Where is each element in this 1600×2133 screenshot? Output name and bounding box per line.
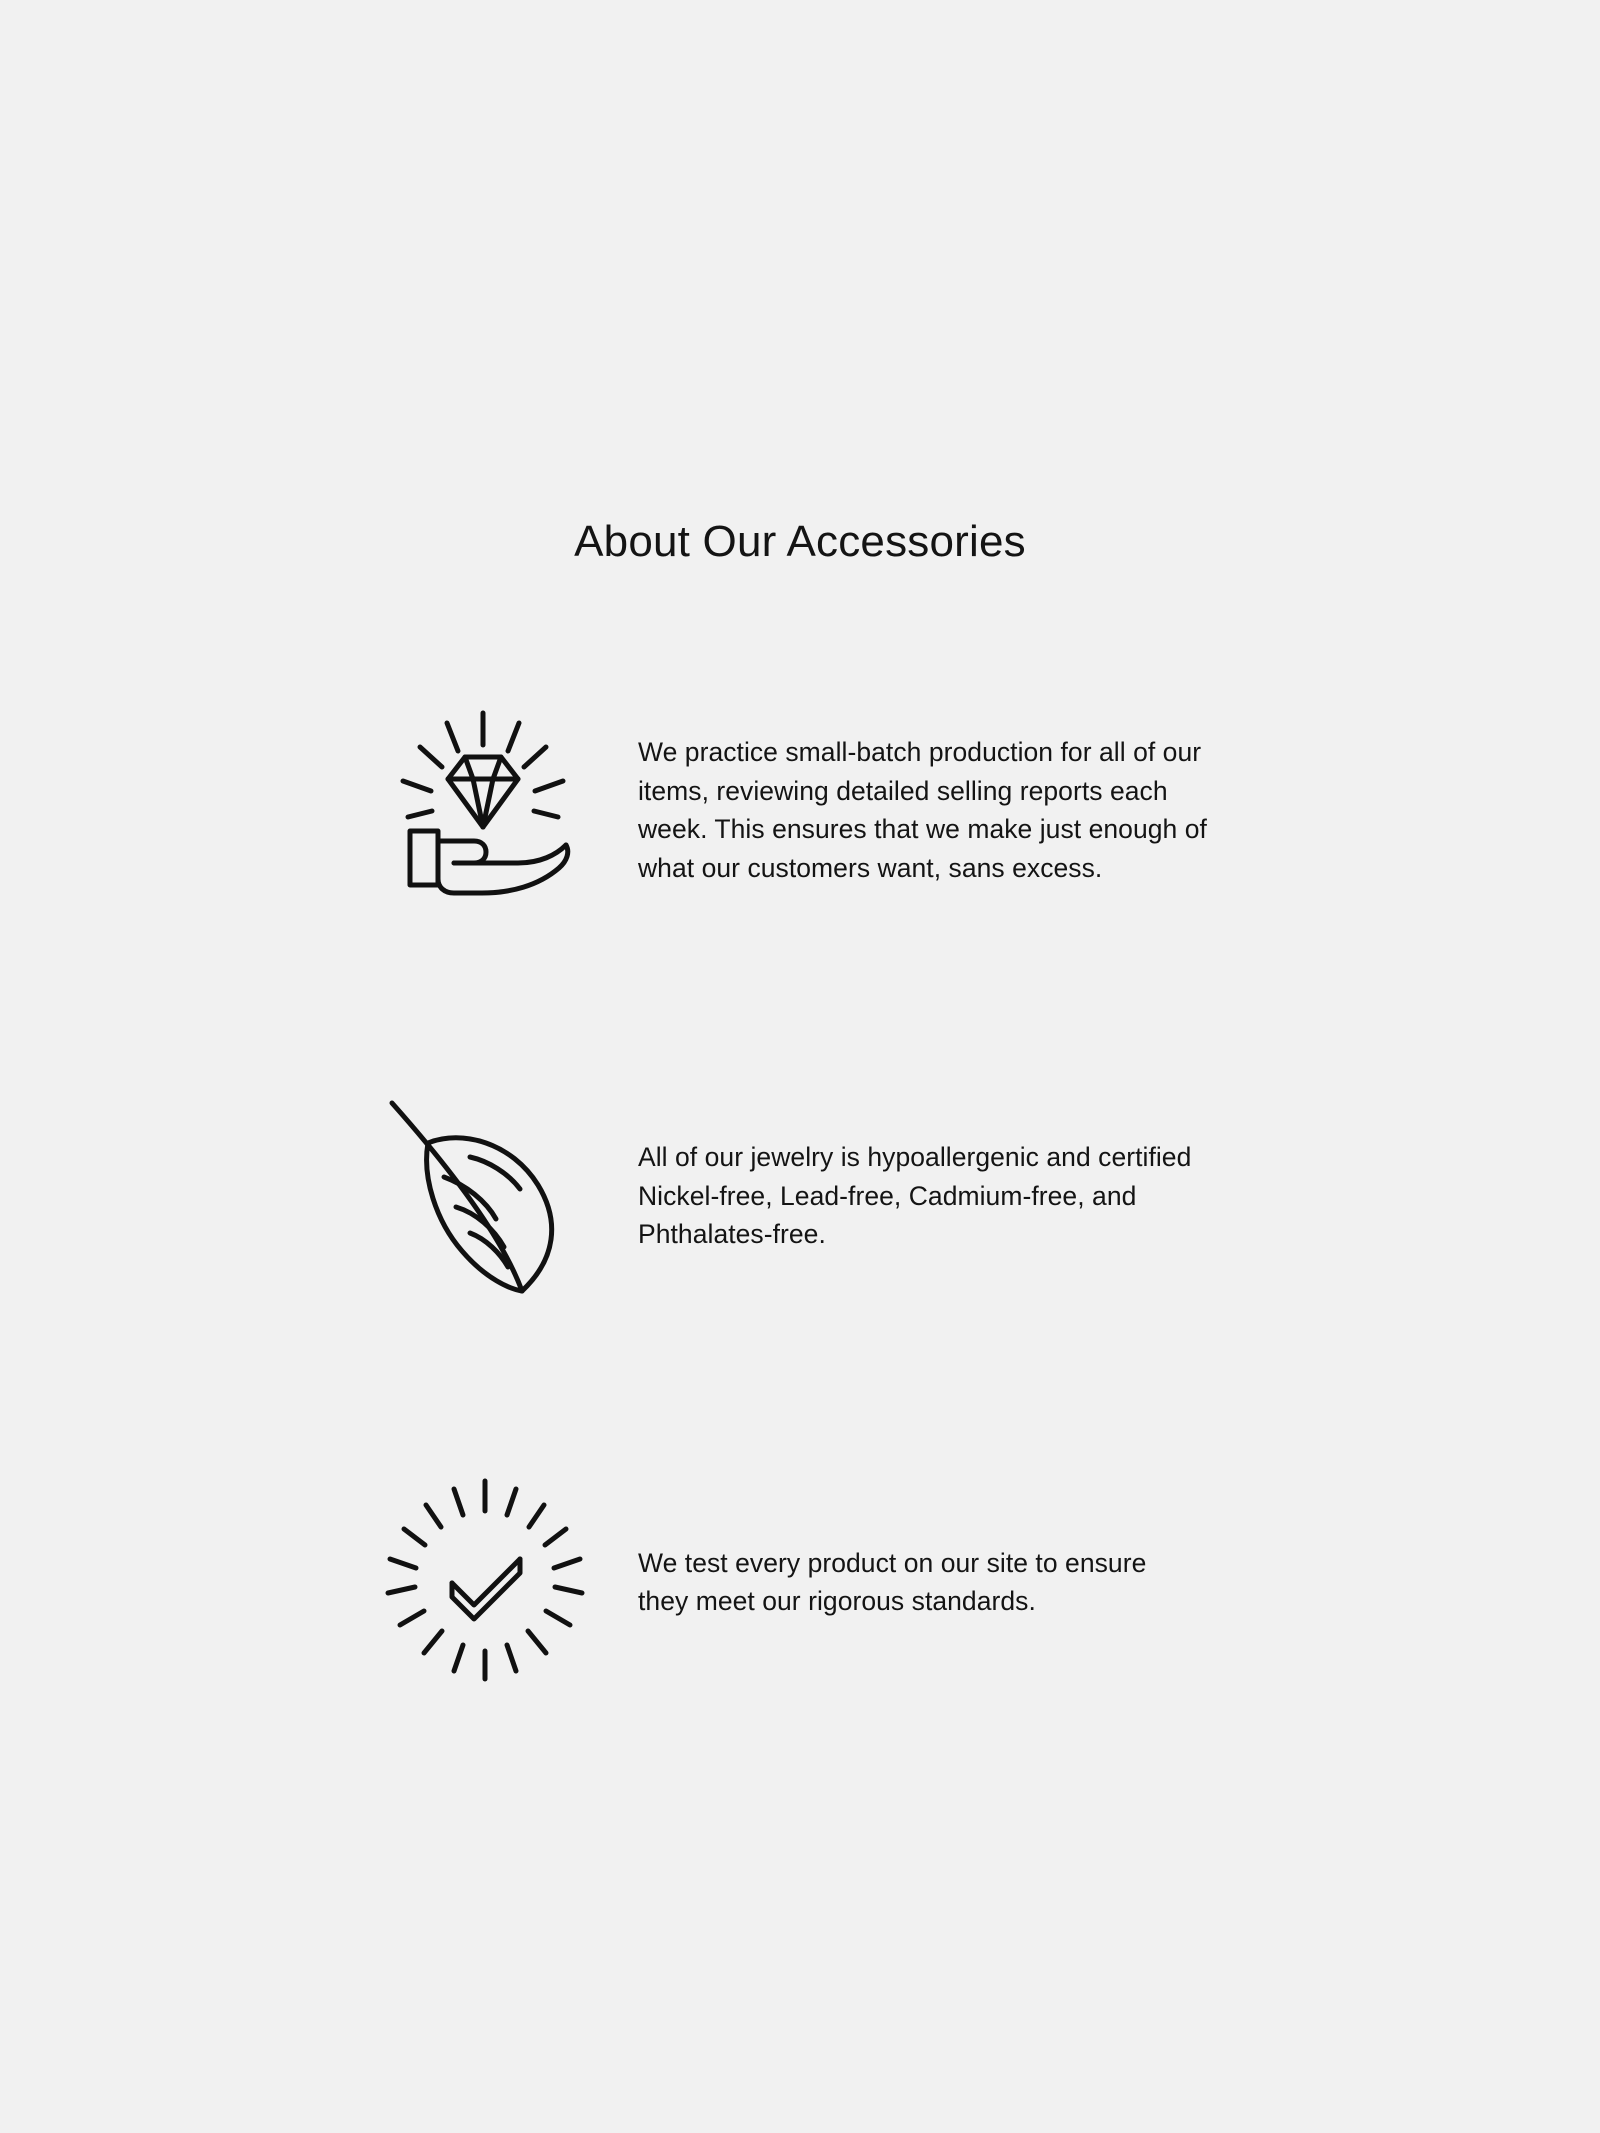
checkmark-burst-icon (340, 1467, 630, 1697)
feature-text: We practice small-batch production for all of our items, reviewing detailed selling reports each week. This ensures that we make just enough of what our customers want, sans excess. (638, 737, 1207, 883)
feature-text-cell (630, 1517, 1260, 1647)
feature-item-small-batch (340, 660, 1260, 960)
feature-list (340, 660, 1260, 1732)
feather-icon (340, 1081, 630, 1311)
feature-text: We test every product on our site to ensure they meet our rigorous standards. (638, 1547, 1147, 1616)
feature-item-tested (340, 1432, 1260, 1732)
page-title: About Our Accessories (574, 517, 1026, 567)
hand-holding-diamond-icon (340, 695, 630, 925)
feature-text-cell (630, 1112, 1260, 1281)
feature-text-cell (630, 707, 1260, 914)
feature-text: All of our jewelry is hypoallergenic and certified Nickel-free, Lead-free, Cadmium-free, and Phthalates-free. (638, 1142, 1192, 1250)
feature-item-hypoallergenic (340, 1046, 1260, 1346)
